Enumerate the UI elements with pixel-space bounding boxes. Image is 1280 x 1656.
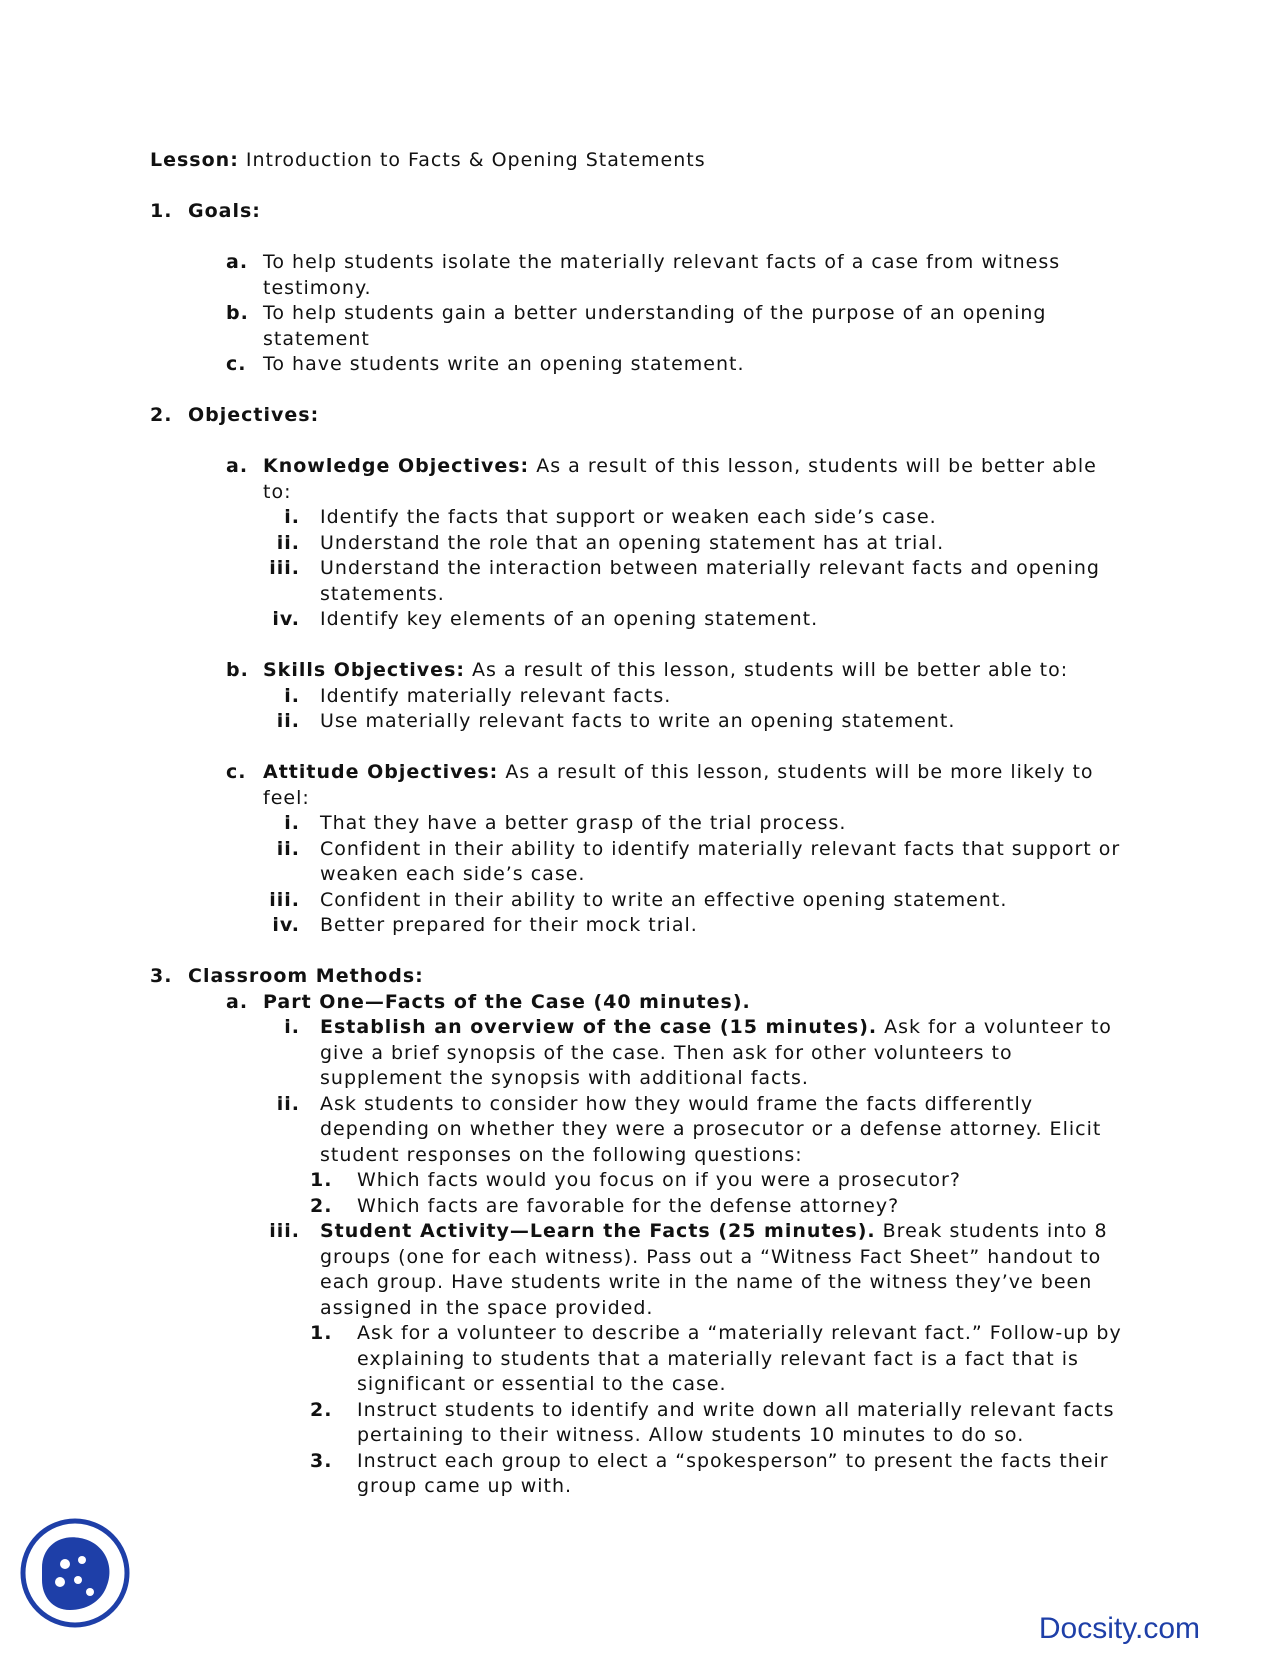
knowledge-objectives: a. Knowledge Objectives: As a result of this lesson, students will be better able to: [226,455,1097,503]
lesson-title-line: Lesson: Introduction to Facts & Opening Statements [150,149,706,171]
objective-subitem: i. That they have a better grasp of the trial process. [284,812,847,834]
objective-subitem: iv. Identify key elements of an opening statement. [272,608,819,630]
goals-heading: 1. Goals: [150,200,261,222]
objective-subitem: iv. Better prepared for their mock trial. [272,914,698,936]
objective-subitem: ii. Use materially relevant facts to write an opening statement. [276,710,956,732]
method-substep: 3. Instruct each group to elect a “spokesperson” to present the facts their group came up with. [310,1449,1109,1497]
skills-objectives: b. Skills Objectives: As a result of this lesson, students will be better able to: [226,659,1069,681]
document-body [150,148,1160,1500]
part-one-heading: a. Part One—Facts of the Case (40 minutes). [226,990,751,1013]
method-substep: 2. Which facts are favorable for the defense attorney? [310,1194,900,1217]
objective-subitem: ii. Confident in their ability to identify materially relevant facts that support or weaken each side’s case. [276,837,1121,885]
objective-subitem: iii. Confident in their ability to write an effective opening statement. [269,888,1008,911]
attitude-objectives: c. Attitude Objectives: As a result of this lesson, students will be more likely to feel: [226,761,1094,809]
method-step: ii. Ask students to consider how they would frame the facts differently depending on whether they were a prosecutor or a defense attorney. Elicit student responses on the following questions: [276,1092,1102,1166]
method-substep: 2. Instruct students to identify and write down all materially relevant facts pertaining to their witness. Allow students 10 minutes to do so. [310,1398,1115,1446]
goal-item: a. To help students isolate the materially relevant facts of a case from witness testimony. [226,251,1061,299]
objectives-heading: 2. Objectives: [150,404,320,426]
docsity-logo-icon[interactable] [20,1518,130,1628]
method-substep: 1. Ask for a volunteer to describe a “materially relevant fact.” Follow-up by explaining to students that a materially relevant fact is a fact that is significant or essential to the case. [310,1322,1122,1395]
method-step: i. Establish an overview of the case (15 minutes). Ask for a volunteer to give a brief synopsis of the case. Then ask for other volunteers to supplement the synopsis with additional facts. [284,1016,1112,1089]
objective-subitem: ii. Understand the role that an opening statement has at trial. [276,531,945,554]
goal-item: b. To help students gain a better understanding of the purpose of an opening statement [226,302,1047,350]
methods-heading: 3. Classroom Methods: [150,965,424,987]
docsity-brand-link[interactable]: Docsity.com [1038,1612,1200,1645]
lesson-title: Introduction to Facts & Opening Statements [245,149,706,171]
objective-subitem: i. Identify materially relevant facts. [284,684,672,707]
method-substep: 1. Which facts would you focus on if you were a prosecutor? [310,1169,961,1191]
goal-item: c. To have students write an opening statement. [226,353,745,375]
method-step: iii. Student Activity—Learn the Facts (25 minutes). Break students into 8 groups (one for each witness). Pass out a “Witness Fact Sheet” handout to each group. Have students write in the name of the witness they’ve been assigned in the space provided. [269,1220,1108,1319]
objective-subitem: iii. Understand the interaction between materially relevant facts and opening statements. [269,557,1100,605]
objective-subitem: i. Identify the facts that support or weaken each side’s case. [284,506,937,528]
